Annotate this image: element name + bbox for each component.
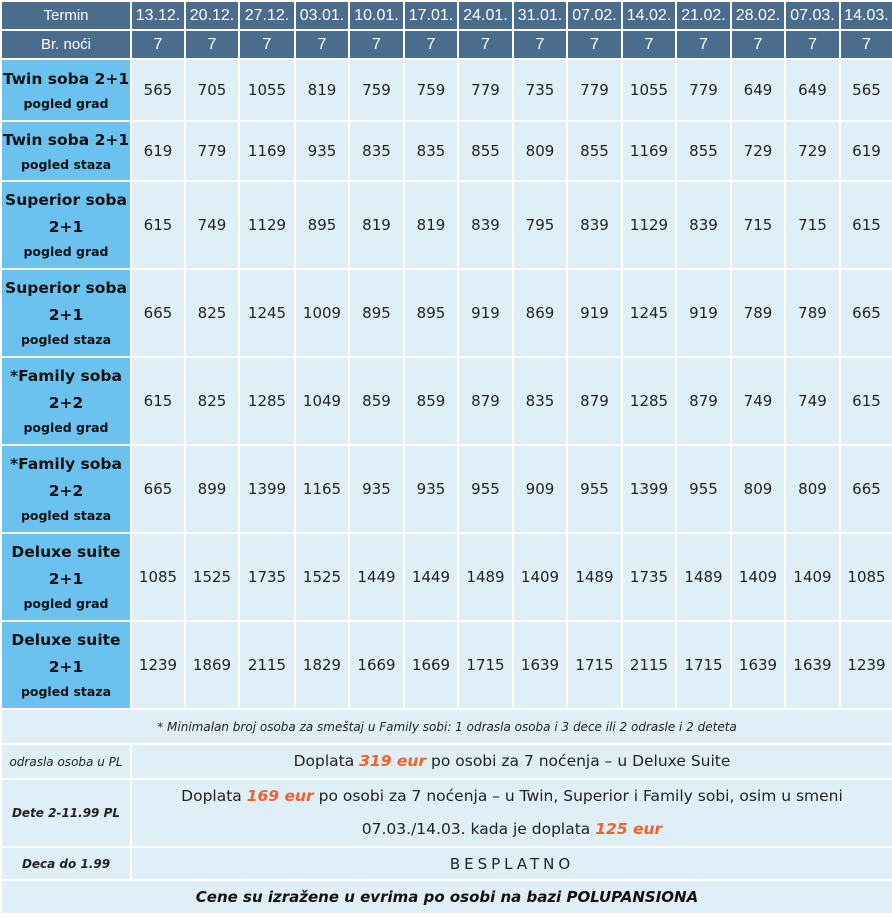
price-cell: 895 — [295, 181, 349, 269]
room-label — [1, 445, 131, 533]
price-cell: 859 — [349, 357, 404, 445]
price-cell: 839 — [567, 181, 622, 269]
date-header: 14.03. — [840, 1, 892, 30]
room-view: pogled grad — [23, 420, 109, 435]
price-cell: 1055 — [622, 59, 676, 121]
price-cell: 895 — [404, 269, 458, 357]
price-cell: 919 — [676, 269, 731, 357]
room-view: pogled staza — [20, 332, 112, 347]
price-cell: 1869 — [185, 621, 239, 709]
adult-supplement-text — [131, 744, 892, 779]
child-supplement-label: Dete 2-11.99 PL — [1, 779, 131, 847]
family-minimum-note: * Minimalan broj osoba za smeštaj u Family sobi: 1 odrasla osoba i 3 dece ili 2 odrasle i 2 deteta — [1, 709, 892, 744]
date-header: 10.01. — [349, 1, 404, 30]
price-cell: 1489 — [567, 533, 622, 621]
price-cell: 1409 — [785, 533, 840, 621]
nights-value: 7 — [840, 30, 892, 59]
price-cell: 619 — [131, 121, 185, 181]
price-cell: 809 — [513, 121, 567, 181]
footer-row — [1, 880, 892, 914]
date-header: 03.01. — [295, 1, 349, 30]
price-cell: 835 — [404, 121, 458, 181]
child-supplement-text — [131, 779, 892, 847]
price-cell: 895 — [349, 269, 404, 357]
price-cell: 1639 — [513, 621, 567, 709]
price-cell: 779 — [458, 59, 513, 121]
price-basis-footer: Cene su izražene u evrima po osobi na bazi POLUPANSIONA — [1, 880, 892, 914]
price-cell: 819 — [295, 59, 349, 121]
date-header: 20.12. — [185, 1, 239, 30]
room-row — [1, 269, 892, 357]
nights-value: 7 — [239, 30, 295, 59]
date-header: 07.03. — [785, 1, 840, 30]
price-cell: 879 — [567, 357, 622, 445]
room-row — [1, 59, 892, 121]
nights-value: 7 — [567, 30, 622, 59]
price-cell: 1129 — [622, 181, 676, 269]
adult-post: po osobi za 7 noćenja – u Deluxe Suite — [426, 752, 731, 770]
date-header: 14.02. — [622, 1, 676, 30]
price-cell: 809 — [731, 445, 785, 533]
price-cell: 779 — [567, 59, 622, 121]
room-view: pogled grad — [23, 596, 109, 611]
child-amount: 169 eur — [246, 787, 314, 805]
price-cell: 1525 — [295, 533, 349, 621]
price-cell: 839 — [458, 181, 513, 269]
price-cell: 1715 — [676, 621, 731, 709]
price-cell: 615 — [840, 181, 892, 269]
price-cell: 1669 — [404, 621, 458, 709]
price-cell: 729 — [731, 121, 785, 181]
room-name: Deluxe suite — [11, 631, 121, 649]
price-cell: 1049 — [295, 357, 349, 445]
nights-value: 7 — [185, 30, 239, 59]
header-row-dates — [1, 1, 892, 30]
nights-value: 7 — [131, 30, 185, 59]
nights-value: 7 — [676, 30, 731, 59]
adult-supplement-row — [1, 744, 892, 779]
price-cell: 825 — [185, 357, 239, 445]
room-label — [1, 59, 131, 121]
price-cell: 1639 — [785, 621, 840, 709]
price-cell: 835 — [513, 357, 567, 445]
price-cell: 869 — [513, 269, 567, 357]
room-label — [1, 533, 131, 621]
price-cell: 565 — [840, 59, 892, 121]
price-cell: 919 — [567, 269, 622, 357]
adult-amount: 319 eur — [359, 752, 427, 770]
price-cell: 935 — [295, 121, 349, 181]
price-cell: 615 — [840, 357, 892, 445]
room-name: Superior soba — [5, 279, 127, 297]
price-cell: 665 — [131, 445, 185, 533]
date-header: 07.02. — [567, 1, 622, 30]
price-cell: 1285 — [239, 357, 295, 445]
room-name: *Family soba — [10, 367, 122, 385]
room-view: pogled grad — [23, 95, 109, 111]
room-name: Superior soba — [5, 191, 127, 209]
price-cell: 2115 — [239, 621, 295, 709]
price-cell: 855 — [458, 121, 513, 181]
room-name: Twin soba 2+1 — [2, 130, 130, 149]
infant-label: Deca do 1.99 — [1, 847, 131, 880]
price-cell: 809 — [785, 445, 840, 533]
room-row — [1, 533, 892, 621]
price-cell: 715 — [785, 181, 840, 269]
price-cell: 735 — [513, 59, 567, 121]
room-label — [1, 269, 131, 357]
price-cell: 1409 — [731, 533, 785, 621]
price-cell: 855 — [567, 121, 622, 181]
nights-value: 7 — [458, 30, 513, 59]
price-cell: 1489 — [676, 533, 731, 621]
price-cell: 1449 — [404, 533, 458, 621]
date-header: 28.02. — [731, 1, 785, 30]
room-view: pogled grad — [23, 244, 109, 259]
room-name: 2+2 — [48, 482, 84, 500]
price-cell: 1669 — [349, 621, 404, 709]
price-cell: 1245 — [239, 269, 295, 357]
price-cell: 1399 — [622, 445, 676, 533]
price-cell: 955 — [676, 445, 731, 533]
price-cell: 1489 — [458, 533, 513, 621]
price-cell: 955 — [458, 445, 513, 533]
price-cell: 665 — [840, 269, 892, 357]
room-name: *Family soba — [10, 455, 122, 473]
room-label — [1, 621, 131, 709]
price-cell: 819 — [349, 181, 404, 269]
price-cell: 1525 — [185, 533, 239, 621]
nights-value: 7 — [622, 30, 676, 59]
price-cell: 615 — [131, 357, 185, 445]
price-cell: 935 — [404, 445, 458, 533]
price-cell: 919 — [458, 269, 513, 357]
price-cell: 1085 — [131, 533, 185, 621]
termin-header: Termin — [1, 1, 131, 30]
adult-supplement-label: odrasla osoba u PL — [1, 744, 131, 779]
price-cell: 779 — [676, 59, 731, 121]
price-cell: 1129 — [239, 181, 295, 269]
price-cell: 749 — [785, 357, 840, 445]
price-cell: 1735 — [239, 533, 295, 621]
price-cell: 759 — [404, 59, 458, 121]
price-cell: 1239 — [840, 621, 892, 709]
price-cell: 1715 — [567, 621, 622, 709]
price-cell: 1165 — [295, 445, 349, 533]
room-row — [1, 181, 892, 269]
family-note-row — [1, 709, 892, 744]
date-header: 24.01. — [458, 1, 513, 30]
room-label — [1, 121, 131, 181]
date-header: 13.12. — [131, 1, 185, 30]
price-cell: 935 — [349, 445, 404, 533]
nights-value: 7 — [404, 30, 458, 59]
price-cell: 795 — [513, 181, 567, 269]
price-cell: 1009 — [295, 269, 349, 357]
price-cell: 1239 — [131, 621, 185, 709]
price-cell: 729 — [785, 121, 840, 181]
child-mid: po osobi za 7 noćenja – u Twin, Superior i Family sobi, osim u smeni 07.03./14.03. kada je doplata — [313, 787, 843, 838]
price-cell: 1169 — [622, 121, 676, 181]
price-cell: 779 — [185, 121, 239, 181]
adult-pre: Doplata — [293, 752, 360, 770]
price-cell: 759 — [349, 59, 404, 121]
price-cell: 899 — [185, 445, 239, 533]
header-row-nights — [1, 30, 892, 59]
price-cell: 565 — [131, 59, 185, 121]
date-header: 17.01. — [404, 1, 458, 30]
price-cell: 879 — [458, 357, 513, 445]
child-pre: Doplata — [181, 787, 247, 805]
price-cell: 1085 — [840, 533, 892, 621]
room-label — [1, 181, 131, 269]
price-cell: 1169 — [239, 121, 295, 181]
price-cell: 1409 — [513, 533, 567, 621]
price-cell: 715 — [731, 181, 785, 269]
price-cell: 855 — [676, 121, 731, 181]
price-cell: 1735 — [622, 533, 676, 621]
room-name: Deluxe suite — [11, 543, 121, 561]
price-cell: 619 — [840, 121, 892, 181]
room-name: 2+2 — [48, 394, 84, 412]
price-cell: 705 — [185, 59, 239, 121]
room-name: 2+1 — [48, 658, 84, 676]
price-cell: 789 — [731, 269, 785, 357]
price-cell: 1399 — [239, 445, 295, 533]
price-cell: 2115 — [622, 621, 676, 709]
room-row — [1, 357, 892, 445]
price-cell: 749 — [731, 357, 785, 445]
nights-header: Br. noći — [1, 30, 131, 59]
price-cell: 1285 — [622, 357, 676, 445]
price-cell: 789 — [785, 269, 840, 357]
child-amount-2: 125 eur — [595, 820, 663, 838]
price-cell: 1639 — [731, 621, 785, 709]
date-header: 21.02. — [676, 1, 731, 30]
price-cell: 835 — [349, 121, 404, 181]
nights-value: 7 — [349, 30, 404, 59]
price-cell: 665 — [840, 445, 892, 533]
price-cell: 1055 — [239, 59, 295, 121]
price-cell: 1715 — [458, 621, 513, 709]
nights-value: 7 — [731, 30, 785, 59]
price-cell: 649 — [785, 59, 840, 121]
room-label — [1, 357, 131, 445]
room-name: 2+1 — [48, 570, 84, 588]
nights-value: 7 — [513, 30, 567, 59]
price-cell: 665 — [131, 269, 185, 357]
room-view: pogled staza — [20, 156, 112, 172]
room-name: 2+1 — [48, 218, 84, 236]
price-cell: 859 — [404, 357, 458, 445]
room-name: 2+1 — [48, 306, 84, 324]
room-name: Twin soba 2+1 — [2, 69, 130, 88]
price-cell: 955 — [567, 445, 622, 533]
infant-free-text: BESPLATNO — [131, 847, 892, 880]
room-row — [1, 621, 892, 709]
price-cell: 909 — [513, 445, 567, 533]
room-view: pogled staza — [20, 684, 112, 699]
room-row — [1, 445, 892, 533]
price-cell: 825 — [185, 269, 239, 357]
nights-value: 7 — [295, 30, 349, 59]
price-cell: 615 — [131, 181, 185, 269]
price-cell: 839 — [676, 181, 731, 269]
date-header: 31.01. — [513, 1, 567, 30]
price-cell: 649 — [731, 59, 785, 121]
room-row — [1, 121, 892, 181]
infant-row — [1, 847, 892, 880]
price-cell: 819 — [404, 181, 458, 269]
child-supplement-row — [1, 779, 892, 847]
price-cell: 1829 — [295, 621, 349, 709]
room-view: pogled staza — [20, 508, 112, 523]
price-cell: 1449 — [349, 533, 404, 621]
nights-value: 7 — [785, 30, 840, 59]
price-cell: 879 — [676, 357, 731, 445]
date-header: 27.12. — [239, 1, 295, 30]
price-cell: 1245 — [622, 269, 676, 357]
price-cell: 749 — [185, 181, 239, 269]
